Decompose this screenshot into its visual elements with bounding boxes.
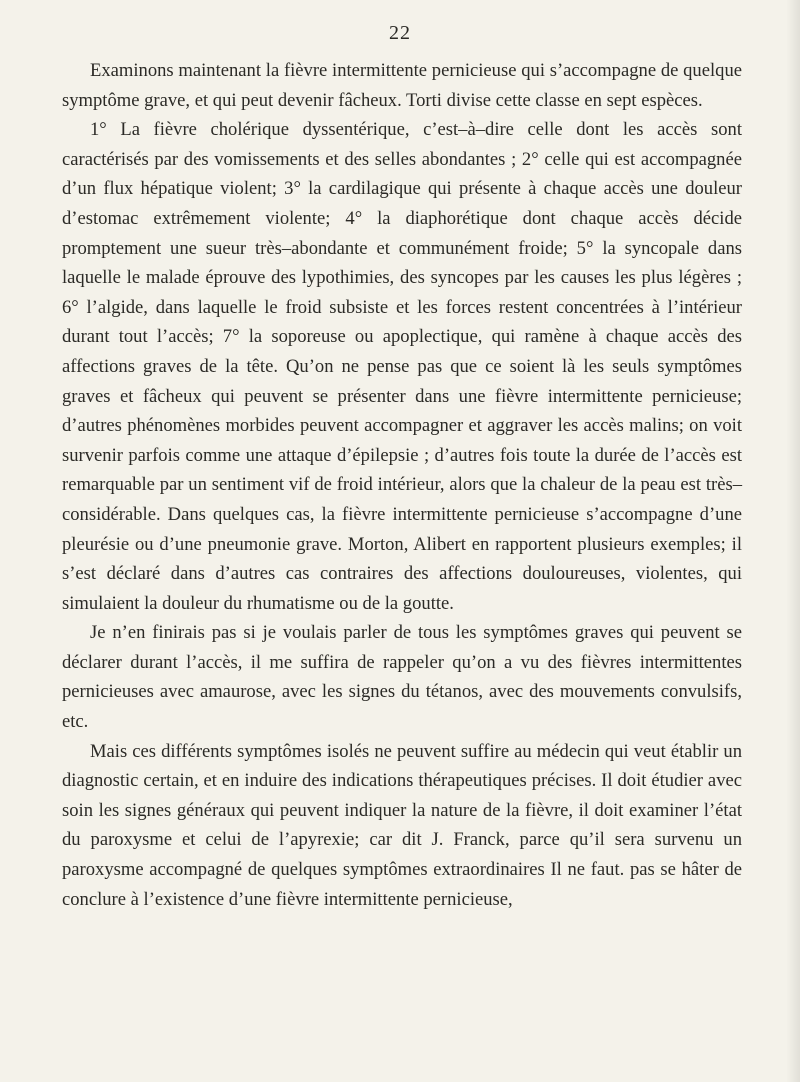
- page-edge-shadow: [786, 0, 800, 1082]
- paragraph-intro: Examinons maintenant la fièvre intermittente pernicieuse qui s’accompagne de quelque symptôme grave, et qui peut devenir fâcheux. Torti divise cette classe en sept espèces.: [62, 60, 742, 111]
- body-text: [62, 56, 742, 914]
- page-number: 22: [389, 22, 411, 44]
- paragraph-species-list: 1° La fièvre cholérique dyssentérique, c’est–à–dire celle dont les accès sont caractérisés par des vomissements et des selles abondantes ; 2° celle qui est accompagnée d’un flux hépatique violent; 3° la cardilagique qui présente à chaque accès une douleur d’estomac extrêmement violente; 4° la diaphorétique dont chaque accès décide promptement une sueur très–abondante et communément froide; 5° la syncopale dans laquelle le malade éprouve des lypothimies, des syncopes par les causes les plus légères ; 6° l’algide, dans laquelle le froid subsiste et les forces restent concentrées à l’intérieur durant tout l’accès; 7° la soporeuse ou apoplectique, qui ramène à chaque accès des affections graves de la tête. Qu’on ne pense pas que ce soient là les seuls symptômes graves et fâcheux qui peuvent se présenter dans une fièvre intermittente pernicieuse; d’autres phénomènes morbides peuvent accompagner et aggraver les accès malins; on voit survenir parfois comme une attaque d’épilepsie ; d’autres fois toute la durée de l’accès est remarquable par un sentiment vif de froid intérieur, alors que la chaleur de la peau est très–considérable. Dans quelques cas, la fièvre intermittente pernicieuse s’accompagne d’une pleurésie ou d’une pneumonie grave. Morton, Alibert en rapportent plusieurs exemples; il s’est déclaré dans d’autres cas contraires des affections douloureuses, violentes, qui simulaient la douleur du rhumatisme ou de la goutte.: [62, 119, 742, 614]
- paragraph-other-symptoms: Je n’en finirais pas si je voulais parler de tous les symptômes graves qui peuvent se déclarer durant l’accès, il me suffira de rappeler qu’on a vu des fièvres intermittentes pernicieuses avec amaurose, avec les signes du tétanos, avec des mouvements convulsifs, etc.: [62, 622, 742, 733]
- paragraph-diagnosis: Mais ces différents symptômes isolés ne peuvent suffire au médecin qui veut établir un diagnostic certain, et en induire des indications thérapeutiques précises. Il doit étudier avec soin les signes généraux qui peuvent indiquer la nature de la fièvre, il doit examiner l’état du paroxysme et celui de l’apyrexie; car dit J. Franck, parce qu’il sera survenu un paroxysme accompagné de quelques symptômes extraordinaires Il ne faut. pas se hâter de conclure à l’existence d’une fièvre intermittente pernicieuse,: [62, 740, 742, 910]
